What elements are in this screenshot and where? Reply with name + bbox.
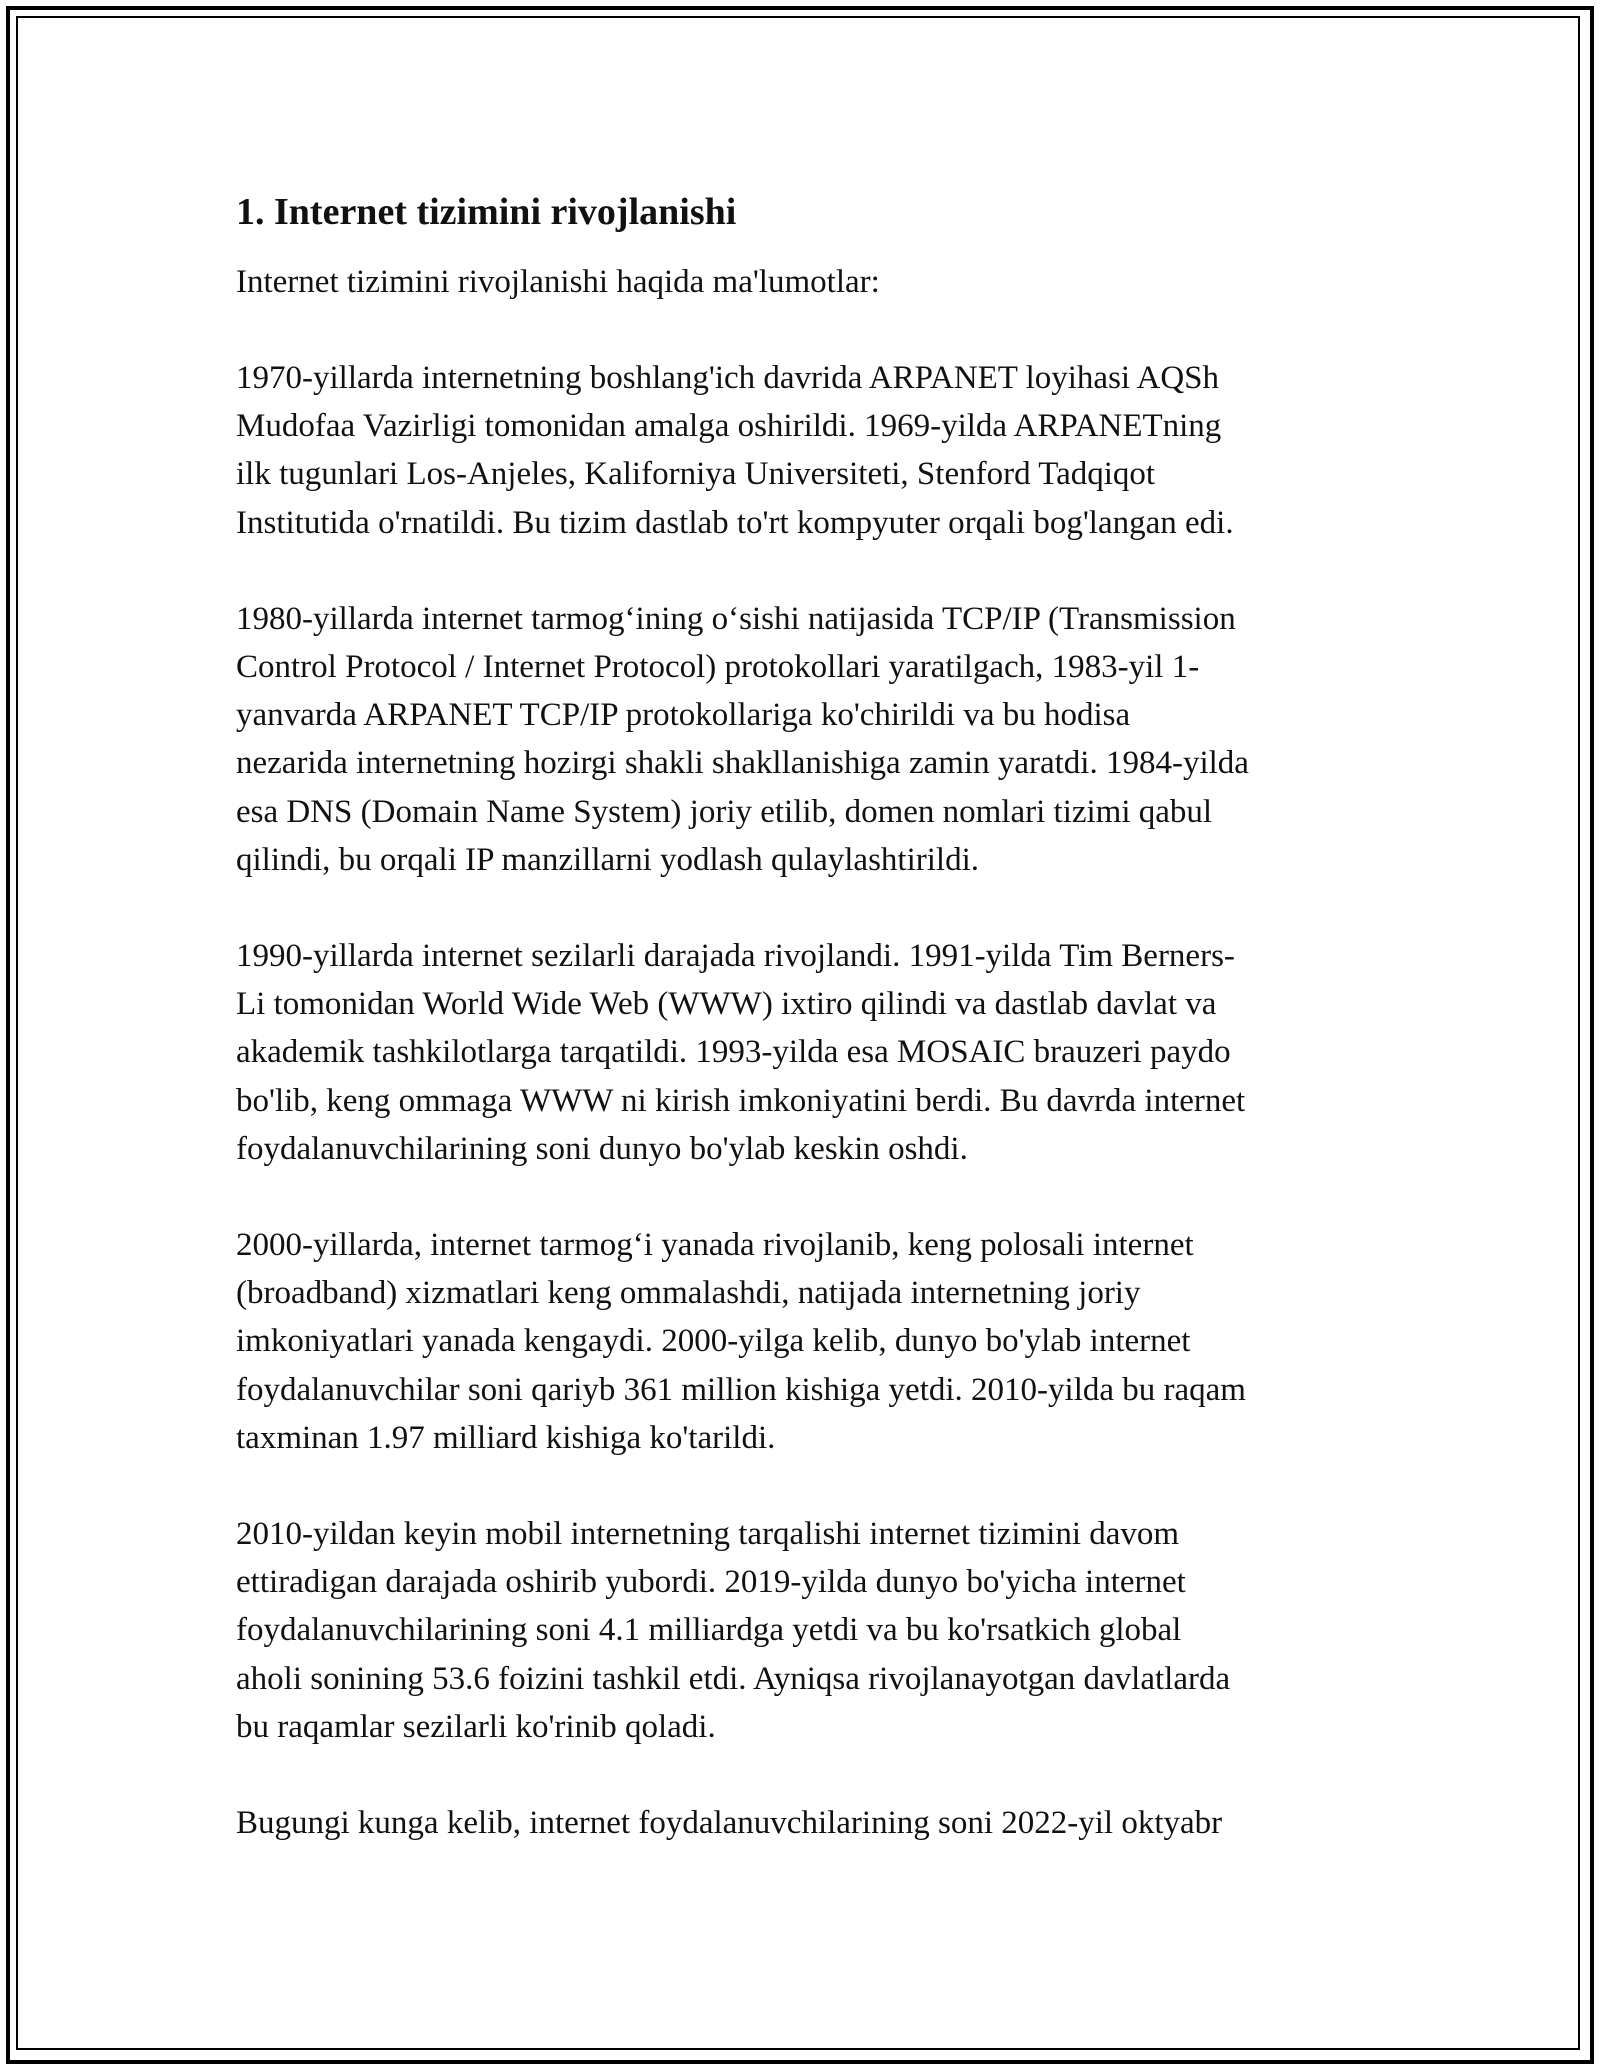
intro-text: Internet tizimini rivojlanishi haqida ma'lumotlar: <box>236 264 880 300</box>
paragraph-line: esa DNS (Domain Name System) joriy etilib, domen nomlari tizimi qabul <box>236 793 1213 830</box>
paragraph-line: nezarida internetning hozirgi shakli shakllanishiga zamin yaratdi. 1984-yilda <box>236 745 1249 782</box>
paragraph-line: imkoniyatlari yanada kengaydi. 2000-yilga kelib, dunyo bo'ylab internet <box>236 1323 1191 1360</box>
paragraph-line: yanvarda ARPANET TCP/IP protokollariga ko'chirildi va bu hodisa <box>236 697 1131 734</box>
paragraph-1980s <box>236 595 1366 884</box>
paragraph-line: akademik tashkilotlarga tarqatildi. 1993-yilda esa MOSAIC brauzeri paydo <box>236 1034 1231 1071</box>
paragraph-2010s <box>236 1510 1366 1751</box>
paragraph-line: foydalanuvchilarining soni dunyo bo'ylab keskin oshdi. <box>236 1130 968 1167</box>
paragraph-line: (broadband) xizmatlari keng ommalashdi, natijada internetning joriy <box>236 1275 1141 1312</box>
section-heading: 1. Internet tizimini rivojlanishi <box>236 191 737 233</box>
paragraph-line: qilindi, bu orqali IP manzillarni yodlash qulaylashtirildi. <box>236 841 979 878</box>
paragraph-line: Li tomonidan World Wide Web (WWW) ixtiro qilindi va dastlab davlat va <box>236 986 1217 1023</box>
paragraph-line: 1970-yillarda internetning boshlang'ich davrida ARPANET loyihasi AQSh <box>236 360 1220 396</box>
paragraph-line: Mudofaa Vazirligi tomonidan amalga oshirildi. 1969-yilda ARPANETning <box>236 408 1222 445</box>
paragraph-line: ilk tugunlari Los-Anjeles, Kaliforniya Universiteti, Stenford Tadqiqot <box>236 456 1156 493</box>
document-body <box>236 186 1366 1895</box>
paragraph-line: foydalanuvchilarining soni 4.1 milliardga yetdi va bu ko'rsatkich global <box>236 1612 1182 1649</box>
paragraph-line: Bugungi kunga kelib, internet foydalanuvchilarining soni 2022-yil oktyabr <box>236 1805 1223 1842</box>
paragraph-line: Control Protocol / Internet Protocol) protokollari yaratilgach, 1983-yil 1- <box>236 649 1200 686</box>
paragraph-line: Institutida o'rnatildi. Bu tizim dastlab to'rt kompyuter orqali bog'langan edi. <box>236 504 1234 541</box>
paragraph-line: bu raqamlar sezilarli ko'rinib qoladi. <box>236 1708 716 1745</box>
paragraph-1990s <box>236 932 1366 1173</box>
paragraph-1970s <box>236 354 1366 547</box>
paragraph-line: aholi sonining 53.6 foizini tashkil etdi. Ayniqsa rivojlanayotgan davlatlarda <box>236 1660 1231 1697</box>
paragraph-line: 2010-yildan keyin mobil internetning tarqalishi internet tizimini davom <box>236 1516 1180 1553</box>
paragraph-line: ettiradigan darajada oshirib yubordi. 2019-yilda dunyo bo'yicha internet <box>236 1564 1186 1601</box>
paragraph-line: 2000-yillarda, internet tarmog‘i yanada rivojlanib, keng polosali internet <box>236 1227 1194 1264</box>
paragraph-line: taxminan 1.97 milliard kishiga ko'tarildi. <box>236 1419 776 1456</box>
paragraph-line: foydalanuvchilar soni qariyb 361 million kishiga yetdi. 2010-yilda bu raqam <box>236 1371 1246 1408</box>
paragraph-line: 1990-yillarda internet sezilarli darajada rivojlandi. 1991-yilda Tim Berners- <box>236 938 1235 975</box>
paragraph-line: bo'lib, keng ommaga WWW ni kirish imkoniyatini berdi. Bu davrda internet <box>236 1082 1246 1119</box>
paragraph-today <box>236 1799 1366 1847</box>
paragraph-2000s <box>236 1221 1366 1462</box>
paragraph-line: 1980-yillarda internet tarmog‘ining o‘sishi natijasida TCP/IP (Transmission <box>236 600 1236 637</box>
